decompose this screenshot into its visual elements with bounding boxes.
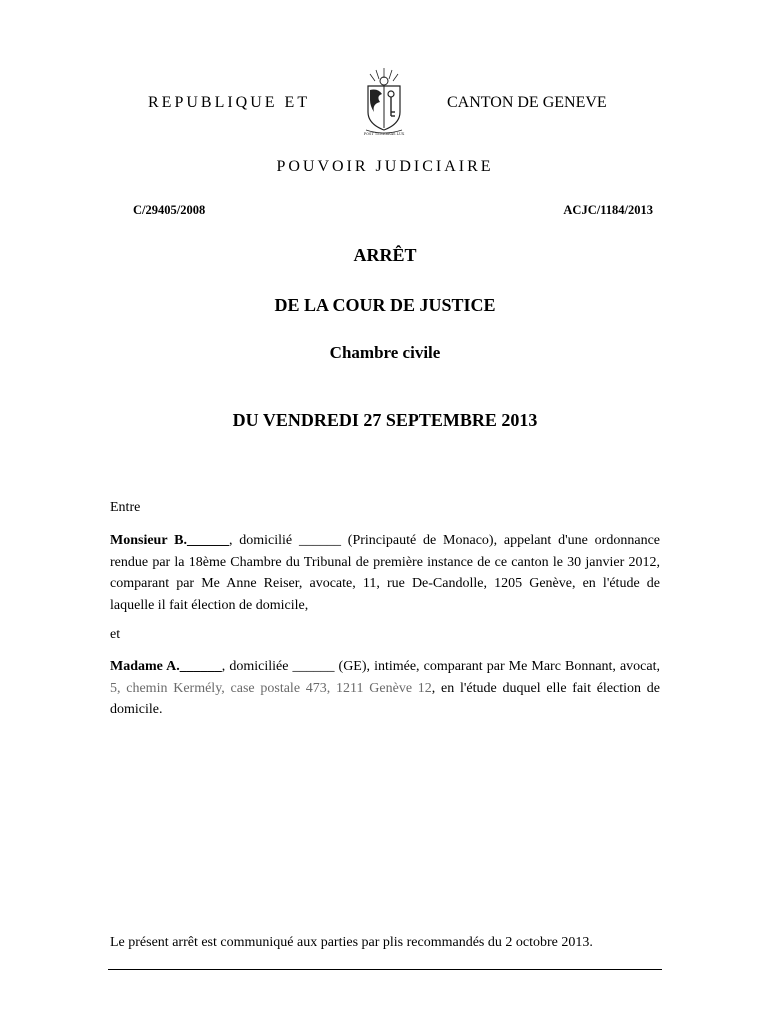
header-canton: CANTON DE GENEVE xyxy=(447,94,607,111)
geneva-coat-of-arms-icon xyxy=(360,66,408,136)
footer-divider xyxy=(108,969,662,970)
entre-label: Entre xyxy=(110,500,141,515)
header-republique: REPUBLIQUE ET xyxy=(148,94,311,111)
title-chamber: Chambre civile xyxy=(329,343,441,362)
case-number: C/29405/2008 xyxy=(133,203,206,217)
party-a-paragraph xyxy=(110,656,660,721)
party-a-text-2: , en l'étude duquel elle fait élection de domicile. xyxy=(110,680,660,717)
svg-text:POST TENEBRAS LUX: POST TENEBRAS LUX xyxy=(363,132,405,136)
subtitle-pouvoir-judiciaire: POUVOIR JUDICIAIRE xyxy=(276,158,494,175)
party-b-name: Monsieur B.______ xyxy=(110,533,229,548)
party-b-paragraph xyxy=(110,530,660,616)
party-b-text: , domicilié ______ (Principauté de Monaco), appelant d'une ordonnance rendue par la 18ème Chambre du Tribunal de première instance de ce canton le 30 janvier 2012, comparant par Me Anne Reiser, avocate, 11, rue De-Candolle, 1205 Genève, en l'étude de laquelle il fait élection de domicile, xyxy=(110,533,660,613)
title-court: DE LA COUR DE JUSTICE xyxy=(274,295,496,315)
title-date: DU VENDREDI 27 SEPTEMBRE 2013 xyxy=(232,410,538,430)
decision-number: ACJC/1184/2013 xyxy=(563,203,653,217)
party-a-text-1: , domiciliée ______ (GE), intimée, comparant par Me Marc Bonnant, avocat, xyxy=(221,659,661,674)
party-a-address: 5, chemin Kermély, case postale 473, 1211 Genève 12 xyxy=(110,680,432,696)
et-label: et xyxy=(110,627,121,642)
party-a-name: Madame A.______ xyxy=(110,659,222,674)
footer-notice: Le présent arrêt est communiqué aux parties par plis recommandés du 2 octobre 2013. xyxy=(110,935,593,950)
title-arret: ARRÊT xyxy=(353,245,417,265)
